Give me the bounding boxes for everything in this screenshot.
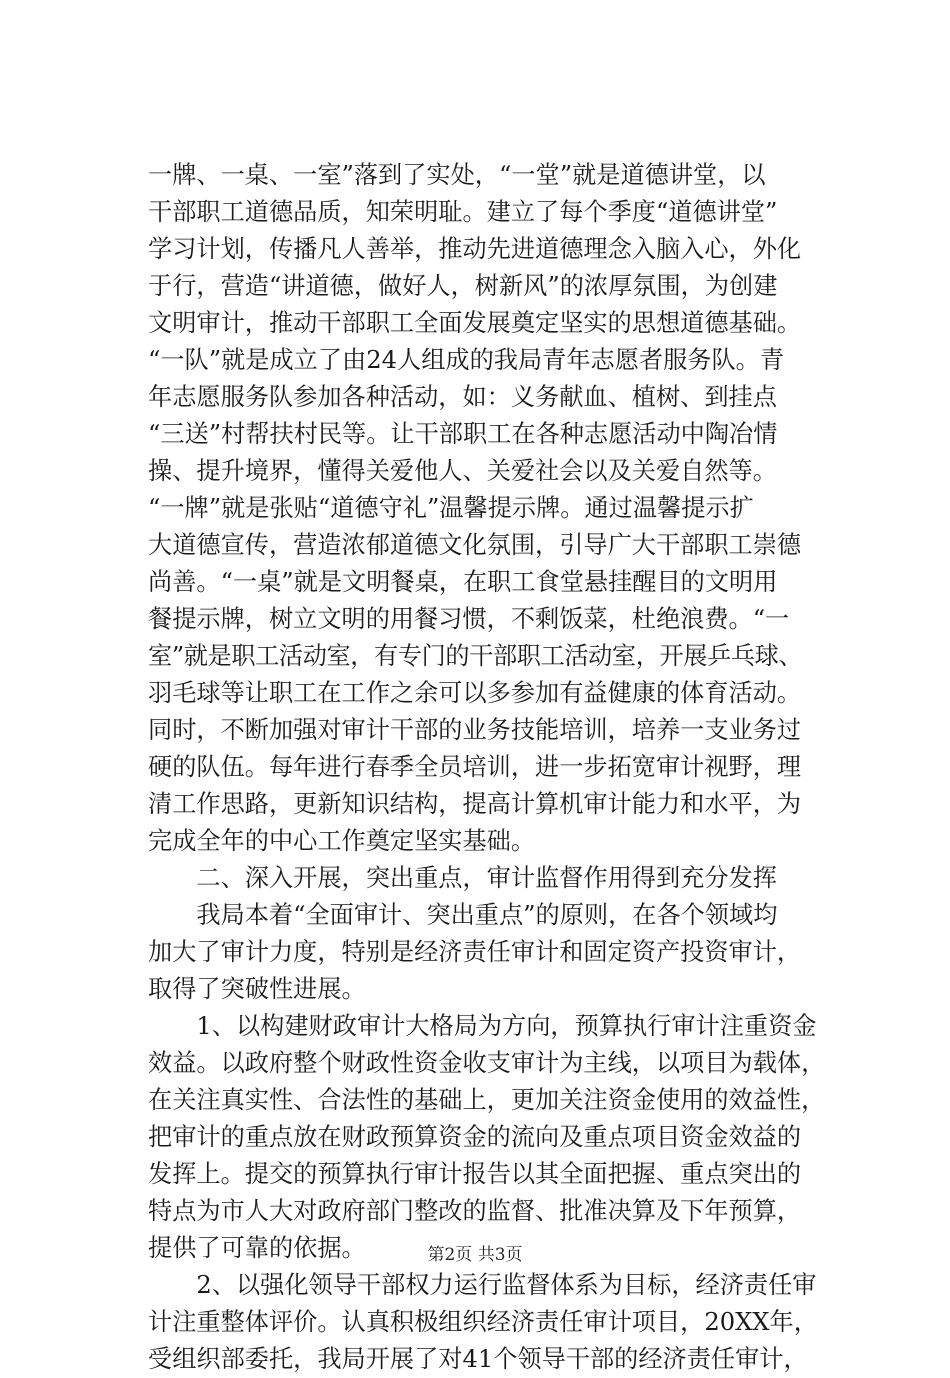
text-line: 把审计的重点放在财政预算资金的流向及重点项目资金效益的 [148,1123,802,1151]
text-line: 操、提升境界，懂得关爱他人、关爱社会以及关爱自然等。 [148,457,777,485]
text-line: 1、以构建财政审计大格局为方向，预算执行审计注重资金 [148,1012,817,1040]
text-line: “一牌”就是张贴“道德守礼”温馨提示牌。通过温馨提示扩 [148,494,754,522]
text-line: 发挥上。提交的预算执行审计报告以其全面把握、重点突出的 [148,1160,802,1188]
text-line: 餐提示牌，树立文明的用餐习惯，不剩饭菜，杜绝浪费。“一 [148,605,790,633]
text-line: 我局本着“全面审计、突出重点”的原则，在各个领域均 [148,901,778,929]
text-line: 干部职工道德品质，知荣明耻。建立了每个季度“道德讲堂” [148,198,778,226]
text-line: 年志愿服务队参加各种活动，如：义务献血、植树、到挂点 [148,383,777,411]
text-line: 一牌、一桌、一室”落到了实处，“一堂”就是道德讲堂，以 [148,161,766,189]
text-line: 提供了可靠的依据。 [148,1234,366,1262]
text-line: 效益。以政府整个财政性资金收支审计为主线，以项目为载体， [148,1049,826,1077]
text-line: 2、以强化领导干部权力运行监督体系为目标，经济责任审 [148,1271,817,1299]
text-line: 大道德宣传，营造浓郁道德文化氛围，引导广大干部职工崇德 [148,531,802,559]
text-line: 室”就是职工活动室，有专门的干部职工活动室，开展乒乓球、 [148,642,803,670]
text-line: 完成全年的中心工作奠定坚实基础。 [148,827,536,855]
text-line: “三送”村帮扶村民等。让干部职工在各种志愿活动中陶冶情 [148,420,778,448]
text-line: 于行，营造“讲道德，做好人，树新风”的浓厚氛围，为创建 [148,272,778,300]
text-line: 羽毛球等让职工在工作之余可以多参加有益健康的体育活动。 [148,679,802,707]
page-footer: 第2页 共3页 [427,1245,523,1265]
text-line: 计注重整体评价。认真积极组织经济责任审计项目，20XX年， [148,1308,818,1336]
text-line: 硬的队伍。每年进行春季全员培训，进一步拓宽审计视野，理 [148,753,802,781]
text-line: 尚善。“一桌”就是文明餐桌，在职工食堂悬挂醒目的文明用 [148,568,778,596]
text-line: 取得了突破性进展。 [148,975,366,1003]
text-line: 清工作思路，更新知识结构，提高计算机审计能力和水平，为 [148,790,802,818]
body-text [148,157,848,1378]
text-line: 学习计划，传播凡人善举，推动先进道德理念入脑入心，外化 [148,235,802,263]
section-heading: 二、深入开展，突出重点，审计监督作用得到充分发挥 [148,864,777,892]
text-line: “一队”就是成立了由24人组成的我局青年志愿者服务队。青 [148,346,785,374]
text-line: 受组织部委托，我局开展了对41个领导干部的经济责任审计， [148,1345,808,1373]
text-line: 在关注真实性、合法性的基础上，更加关注资金使用的效益性， [148,1086,826,1114]
text-line: 同时，不断加强对审计干部的业务技能培训，培养一支业务过 [148,716,802,744]
text-line: 文明审计，推动干部职工全面发展奠定坚实的思想道德基础。 [148,309,802,337]
text-line: 加大了审计力度，特别是经济责任审计和固定资产投资审计， [148,938,802,966]
text-line: 特点为市人大对政府部门整改的监督、批准决算及下年预算， [148,1197,802,1225]
